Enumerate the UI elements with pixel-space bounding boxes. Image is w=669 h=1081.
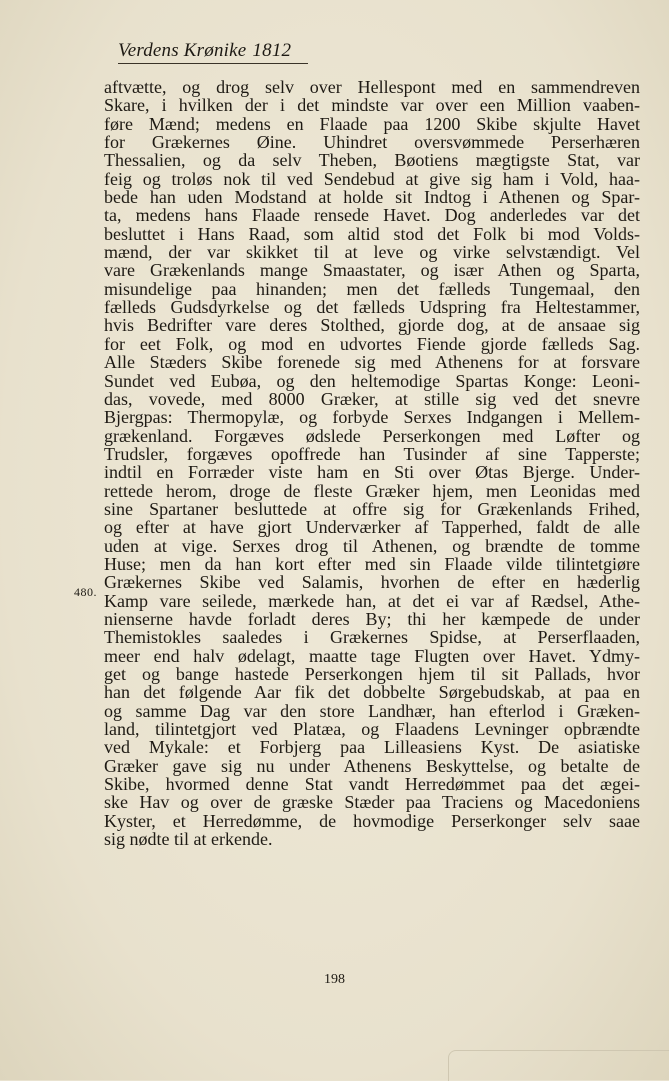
text-line: land, tilintetgjort ved Platæa, og Flaadens Levninger opbrændte: [104, 719, 640, 740]
text-line: meer end halv ødelagt, maatte tage Flugten over Havet. Ydmy-: [104, 645, 640, 666]
text-line: og efter at have gjort Underværker af Tapperhed, faldt de alle: [104, 517, 640, 538]
text-line: get og bange hastede Perserkongen hjem til sit Pallads, hvor: [104, 664, 640, 684]
running-header: [118, 40, 308, 64]
text-line: Kamp vare seilede, mærkede han, at det ei var af Rædsel, Athe-: [104, 590, 640, 611]
text-line: Skibe, hvormed denne Stat vandt Herredømmet paa det ægei-: [104, 774, 640, 795]
text-line: Sundet ved Eubøa, og den heltemodige Spartas Konge: Leoni-: [104, 370, 640, 391]
text-line: vare Grækenlands mange Smaastater, og især Athen og Sparta,: [104, 260, 640, 281]
text-line: ta, medens hans Flaade rensede Havet. Dog anderledes var det: [104, 205, 640, 226]
header-year: 1812: [252, 40, 292, 61]
text-line: Huse; men da han kort efter med sin Flaade vilde tilintetgiøre: [104, 553, 640, 574]
page-corner-decoration: [448, 1050, 669, 1081]
text-line: nienserne havde forladt deres By; thi her kæmpede de under: [104, 608, 640, 629]
text-line: han det følgende Aar fik det dobbelte Sørgebudskab, at paa en: [104, 682, 640, 703]
text-line: hvis Bedrifter vare deres Stolthed, gjorde dog, at de ansaae sig: [104, 315, 640, 336]
text-line: ved Mykale: et Forbjerg paa Lilleasiens Kyst. De asiatiske: [104, 737, 640, 758]
text-line: bede han uden Modstand at holde sit Indtog i Athenen og Spar-: [104, 187, 640, 208]
text-line: aftvætte, og drog selv over Hellespont med en sammendreven: [104, 77, 640, 97]
text-line: sine Spartaner besluttede at offre sig for Grækenlands Frihed,: [104, 498, 640, 519]
text-line: Skare, i hvilken der i det mindste var over een Million vaaben-: [104, 95, 640, 116]
page-number: 198: [324, 972, 345, 987]
text-line: ske Hav og over de græske Stæder paa Traciens og Macedoniens: [104, 792, 640, 813]
text-line: Bjergpas: Thermopylæ, og forbyde Serxes Indgangen i Mellem-: [104, 407, 640, 428]
text-line: besluttet i Hans Raad, som altid stod det Folk bi mod Volds-: [104, 223, 640, 244]
text-line: og samme Dag var den store Landhær, han efterlod i Græken-: [104, 700, 640, 721]
text-line: Trudsler, forgæves opoffrede han Tusinder af sine Tapperste;: [104, 443, 640, 464]
text-line: Grækernes Skibe ved Salamis, hvorhen de efter en hæderlig: [104, 572, 640, 593]
text-line: Kyster, et Herredømme, de hovmodige Perserkonger selv saae: [104, 810, 640, 831]
text-line: føre Mænd; medens en Flaade paa 1200 Skibe skjulte Havet: [104, 113, 640, 134]
header-title: Verdens Krønike: [118, 40, 247, 61]
text-line: uden at vige. Serxes drog til Athenen, og brændte de tomme: [104, 535, 640, 556]
text-line: Græker gave sig nu under Athenens Beskyttelse, og betalte de: [104, 755, 640, 776]
body-text: [104, 78, 640, 848]
text-line: indtil en Forræder viste ham en Sti over Øtas Bjerge. Under-: [104, 462, 640, 483]
text-line: sig nødte til at erkende.: [104, 829, 273, 850]
text-line: for eet Folk, og mod en udvortes Fiende gjorde fælleds Sag.: [104, 333, 640, 354]
text-line: grækenland. Forgæves ødslede Perserkongen med Løfter og: [104, 425, 640, 446]
text-line: mænd, der var skikket til at leve og virke selvstændigt. Vel: [104, 242, 640, 263]
text-line: for Grækernes Øine. Uhindret oversvømmede Perserhæren: [104, 132, 640, 153]
text-line: feig og troløs nok til ved Sendebud at give sig ham i Vold, haa-: [104, 168, 640, 189]
text-line: misundelige paa hinanden; men det fælleds Tungemaal, den: [104, 278, 640, 299]
text-line: Themistokles saaledes i Grækernes Spidse, at Perserflaaden,: [104, 627, 640, 648]
text-line: rettede herom, droge de fleste Græker hjem, men Leonidas med: [104, 480, 640, 501]
text-line: fælleds Gudsdyrkelse og det fælleds Udspring fra Heltestammer,: [104, 297, 640, 318]
text-line: Thessalien, og da selv Theben, Bøotiens mægtigste Stat, var: [104, 150, 640, 171]
margin-note: 480.: [74, 585, 97, 599]
text-line: das, vovede, med 8000 Græker, at stille sig ved det snevre: [104, 388, 640, 409]
text-line: Alle Stæders Skibe forenede sig med Athenens for at forsvare: [104, 352, 640, 373]
